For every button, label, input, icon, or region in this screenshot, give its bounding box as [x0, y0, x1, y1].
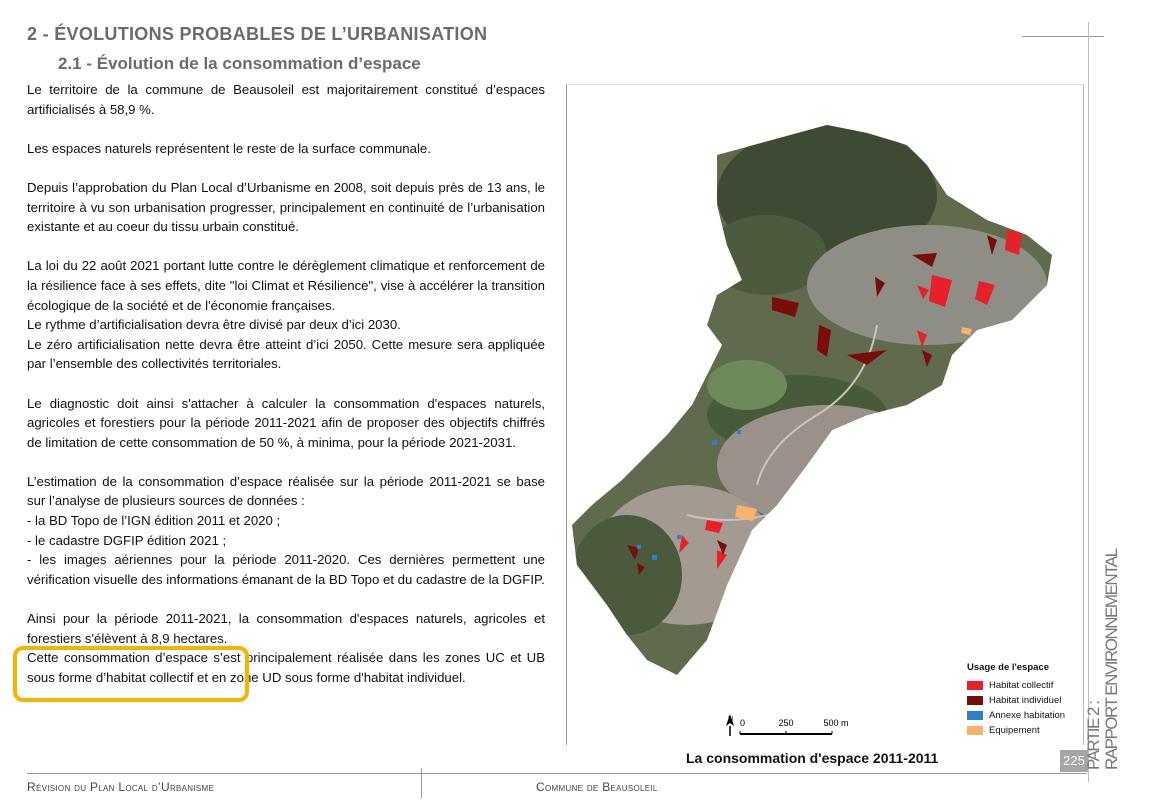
scale-bar: [724, 712, 874, 740]
paragraph: La loi du 22 août 2021 portant lutte contre le dérèglement climatique et renforcement de la résilience face à ses effets, dite "loi Climat et Résilience", vise à accélérer la transition écologique de la société et de l'économie françaises.: [27, 258, 545, 313]
scale-label: 250: [778, 718, 794, 728]
highlight-box: [13, 646, 249, 702]
map-legend: [967, 662, 1065, 738]
legend-swatch: [967, 681, 983, 690]
sidebar-line: RAPPORT ENVIRONNEMENTAL: [1102, 549, 1121, 770]
map-caption: La consommation d'espace 2011-2011: [686, 750, 939, 766]
top-divider: [1022, 36, 1104, 37]
scale-label: 0: [740, 718, 746, 728]
section-heading: 2 - ÉVOLUTIONS PROBABLES DE L’URBANISATION: [27, 24, 488, 44]
paragraph: Les espaces naturels représentent le reste de la surface communale.: [27, 140, 431, 156]
legend-item: [967, 723, 1065, 738]
sidebar-title: [1085, 510, 1121, 770]
legend-swatch: [967, 726, 983, 735]
paragraph: Depuis l’approbation du Plan Local d’Urbanisme en 2008, soit depuis près de 13 ans, le territoire à vu son urbanisation progresser, principalement en continuité de l’urbanisation existante et au coeur du tissu urbain constitué.: [27, 179, 545, 235]
paragraph: Le diagnostic doit ainsi s'attacher à calculer la consommation d'espaces naturels, agricoles et forestiers pour la période 2011-2021 afin de proposer des objectifs chiffrés de limitation de cette consommation de 50 %, à minima, pour la période 2021-2031.: [27, 395, 545, 450]
footer-left: Révision du Plan Local d’Urbanisme: [27, 780, 215, 794]
bullet-item: - les images aériennes pour la période 2011-2020. Ces dernières permettent une vérification visuelle des informations émanant de la BD Topo et du cadastre de la DGFIP.: [27, 552, 545, 587]
body-text: [27, 80, 545, 687]
legend-item: [967, 708, 1065, 723]
paragraph: L’estimation de la consommation d’espace réalisée sur la période 2011-2021 se base sur l’analyse de plusieurs sources de données :: [27, 473, 545, 509]
north-label: N: [728, 716, 734, 723]
legend-swatch: [967, 711, 983, 720]
commune-area: [567, 85, 1081, 743]
footer-separator: [421, 768, 422, 798]
bullet-item: - le cadastre DGFIP édition 2021 ;: [27, 532, 227, 548]
legend-title: Usage de l'espace: [967, 662, 1049, 673]
legend-label: Equipement: [989, 725, 1040, 736]
bullet-item: - la BD Topo de l’IGN édition 2011 et 2020 ;: [27, 513, 281, 529]
legend-swatch: [967, 696, 983, 705]
subsection-heading: 2.1 - Évolution de la consommation d’espace: [58, 54, 421, 73]
page-number: 225: [1060, 750, 1088, 772]
paragraph: Cette consommation d’espace s’est principalement réalisée dans les zones UC et UB sous forme d’habitat collectif et en zone UD sous forme d'habitat individuel.: [27, 650, 545, 685]
legend-item: [967, 678, 1065, 693]
sidebar-line: PARTIE 2 :: [1084, 701, 1103, 770]
scale-label: 500 m: [823, 718, 849, 728]
legend-item: [967, 693, 1065, 708]
key-finding-paragraph: Ainsi pour la période 2011-2021, la consommation d'espaces naturels, agricoles et forestiers s'élèvent à 8,9 hectares.: [27, 611, 545, 646]
paragraph: Le rythme d’artificialisation devra être divisé par deux d’ici 2030.: [27, 317, 401, 333]
legend-label: Annexe habitation: [989, 710, 1066, 721]
footer-right: Commune de Beausoleil: [536, 780, 658, 794]
footer-divider: [27, 773, 1087, 774]
legend-label: Habitat collectif: [989, 680, 1054, 691]
legend-label: Habitat individuel: [989, 695, 1062, 706]
paragraph: Le territoire de la commune de Beausoleil est majoritairement constitué d’espaces artificialisés à 58,9 %.: [27, 82, 545, 117]
paragraph: Le zéro artificialisation nette devra être atteint d’ici 2050. Cette mesure sera appliquée par l’ensemble des collectivités territoriales.: [27, 336, 545, 372]
aerial-map: [567, 85, 1081, 743]
